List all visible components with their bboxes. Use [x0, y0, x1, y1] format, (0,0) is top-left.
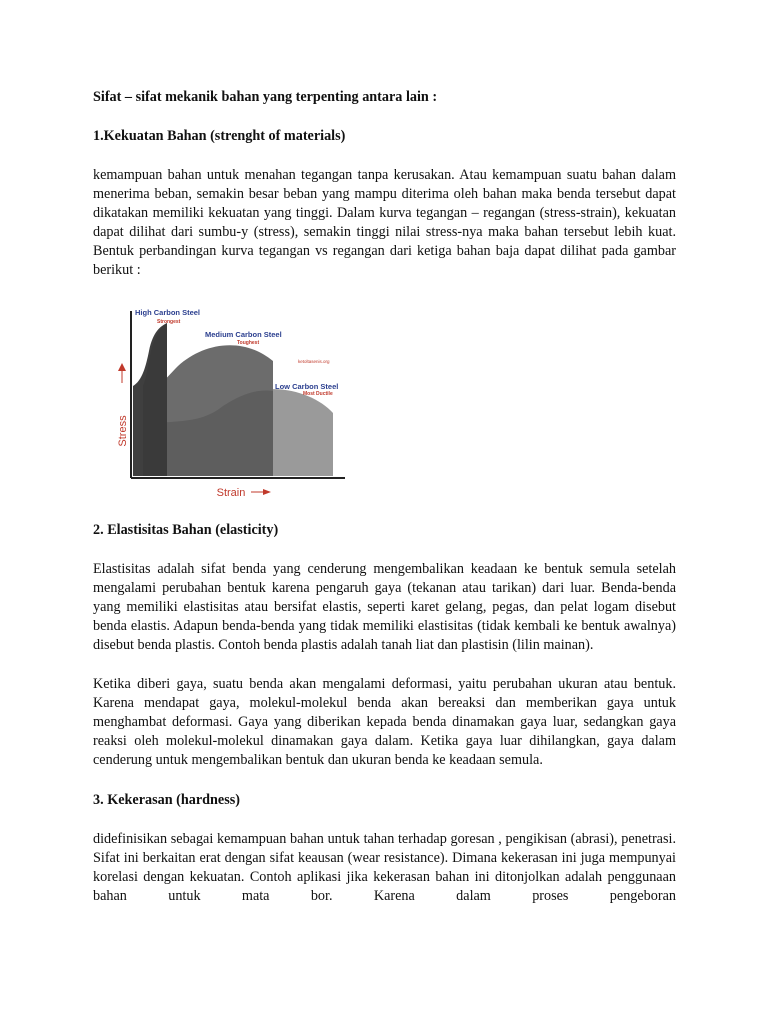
y-axis-label: Stress [117, 414, 129, 447]
low-carbon-steel-label: Low Carbon Steel [275, 381, 339, 391]
high-carbon-steel-label: High Carbon Steel [135, 307, 201, 317]
section-1-title: 1.Kekuatan Bahan (strenght of materials) [93, 128, 346, 144]
medium-carbon-steel-note: Toughest [237, 339, 260, 346]
stress-strain-diagram [113, 301, 363, 501]
section-3-title: 3. Kekerasan (hardness) [93, 791, 241, 808]
x-axis-label: Strain [216, 486, 246, 499]
high-carbon-steel-peak [143, 323, 167, 476]
section-1-paragraph-1: kemampuan bahan untuk menahan tegangan tanpa kerusakan. Atau kemampuan suatu bahan dalam menerima beban, semakin besar beban yang mampu diterima oleh bahan maka benda tersebut dapat dikatakan memiliki kekuatan yang tinggi. Dalam kurva tegangan – regangan (stress-strain), kekuatan dapat dilihat dari sumbu-y (stress), semakin tinggi nilai stress-nya maka bahan tersebut lebih kuat. Bentuk perbandingan kurva tegangan vs regangan dari ketiga bahan baja dapat dilihat pada gambar berikut : [93, 167, 676, 279]
medium-carbon-steel-label: Medium Carbon Steel [205, 329, 282, 339]
intro-heading: Sifat – sifat mekanik bahan yang terpenting antara lain : [93, 89, 438, 105]
figure-watermark: ketoltasenis.org [298, 358, 330, 364]
section-2-paragraph-1: Elastisitas adalah sifat benda yang cenderung mengembalikan keadaan ke bentuk semula setelah mengalami perubahan bentuk karena pengaruh gaya (tekanan atau tarikan) dari luar. Benda-benda yang memiliki elastisitas atau bersifat elastis, seperti karet gelang, pegas, dan pelat logam disebut benda elastis. Adapun benda-benda yang tidak memiliki elastisitas (tidak kembali ke bentuk awalnya) disebut benda plastis. Contoh benda plastis adalah tanah liat dan plastisin (lilin mainan). [93, 560, 676, 653]
section-2-paragraph-2: Ketika diberi gaya, suatu benda akan mengalami deformasi, yaitu perubahan ukuran atau bentuk. Karena mendapat gaya, molekul-molekul benda akan bereaksi dan memberikan gaya untuk menghambat deformasi. Gaya yang diberikan kepada benda dinamakan gaya luar, sedangkan gaya reaksi oleh molekul-molekul dinamakan gaya dalam. Ketika gaya luar dihilangkan, gaya dalam cenderung untuk mengembalikan bentuk dan ukuran benda ke keadaan semula. [93, 676, 676, 769]
high-carbon-steel-note: Strongest [157, 318, 181, 325]
stress-strain-figure [113, 301, 363, 501]
x-axis-arrow-icon [263, 489, 271, 495]
y-axis-arrow-icon [118, 363, 126, 371]
low-carbon-steel-note: Most Ductile [303, 390, 333, 397]
section-2-title: 2. Elastisitas Bahan (elasticity) [93, 521, 279, 538]
section-3-paragraph-1: didefinisikan sebagai kemampuan bahan untuk tahan terhadap goresan , pengikisan (abrasi), penetrasi. Sifat ini berkaitan erat dengan sifat keausan (wear resistance). Dimana kekerasan ini juga mempunyai korelasi dengan kekuatan. Contoh aplikasi jika kekerasan bahan ini ditonjolkan adalah penggunaan bahan untuk mata bor. Karena dalam proses pengeboran [93, 830, 676, 904]
